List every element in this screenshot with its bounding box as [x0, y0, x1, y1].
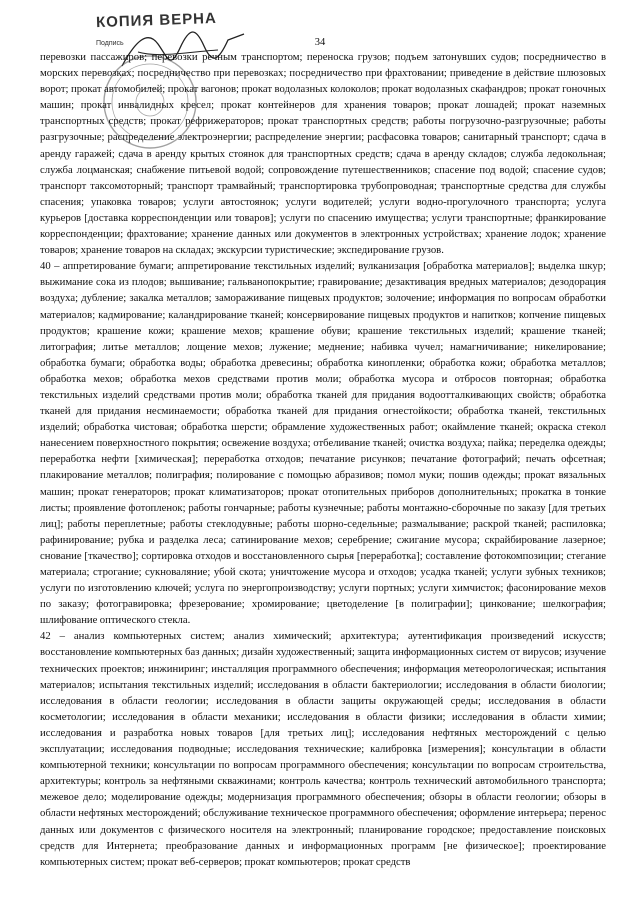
paragraph-class-40: 40 – аппретирование бумаги; аппретирование текстильных изделий; вулканизация [обработка материалов]; выделка шкур; выжимание сока из плодов; вышивание; гальванопокрытие; гравирование; дезактивация вредных материалов; дезодорация воздуха; дубление; закалка металлов; замораживание пищевых продуктов; золочение; информация по вопросам обработки материалов; кадмирование; каландрирование тканей; консервирование пищевых продуктов и напитков; копчение пищевых продуктов; крашение кожи; крашение мехов; крашение обуви; крашение текстильных изделий; крашение тканей; литография; литье металлов; лощение мехов; лужение; меднение; набивка чучел; намагничивание; никелирование; обработка бумаги; обработка воды; обработка древесины; обработка кинопленки; обработка кожи; обработка металлов; обработка мехов; обработка мехов средствами против моли; обработка мусора и отбросов повторная; обработка текстильных изделий средствами против моли; обработка тканей для придания водоотталкивающих свойств; обработка тканей для придания несминаемости; обработка тканей для придания огнестойкости; обработка тканей, текстильных изделий; обработка чистовая; обработка шерсти; обрамление художественных работ; окаймление тканей; окраска стекол нанесением поверхностного покрытия; освежение воздуха; отбеливание тканей; очистка воздуха; пайка; переделка одежды; переработка нефти [химическая]; переработка отходов; печатание рисунков; печатание фотографий; печать офсетная; плакирование металлов; полиграфия; полирование с помощью абразивов; помол муки; пошив одежды; прокат вязальных машин; прокат генераторов; прокат климатизаторов; прокат отопительных приборов дополнительных; прокатка в тонкие листы; проявление фотопленок; работы гончарные; работы кузнечные; работы монтажно-сборочные по заказу [для третьих лиц]; работы переплетные; работы стеклодувные; работы шорно-седельные; размалывание; раскрой тканей; распиловка; рафинирование; рубка и разделка леса; сатинирование мехов; серебрение; сжигание мусора; скрайбирование лазерное; снование [ткачество]; сортировка отходов и восстановленного сырья [переработка]; составление фотокомпозиции; стегание материала; строгание; сукноваляние; убой скота; уничтожение мусора и отходов; усадка тканей; услуги зубных техников; услуги по изготовлению ключей; услуга по энергопроизводству; услуги портных; услуги химчисток; фасонирование мехов по заказу; фотогравировка; фрезерование; хромирование; цветоделение [в полиграфии]; цинкование; шелкография; шлифование оптического стекла.: [40, 260, 606, 627]
paragraph-class-39-continuation: перевозки пассажиров; перевозки речным транспортом; переноска грузов; подъем затонувших судов; посредничество в морских перевозках; посредничество при перевозках; посредничество при фрахтовании; приведение в действие шлюзовых ворот; прокат автомобилей; прокат вагонов; прокат водолазных колоколов; прокат водолазных скафандров; прокат гоночных машин; прокат инвалидных кресел; прокат контейнеров для хранения товаров; прокат лошадей; прокат наземных транспортных средств; прокат рефрижераторов; прокат транспортных средств; работы погрузочно-разгрузочные; работы разгрузочные; распределение электроэнергии; распределение энергии; расфасовка товаров; санитарный транспорт; сдача в аренду гаражей; сдача в аренду крытых стоянок для транспортных средств; сдача в аренду складов; служба ледокольная; служба лоцманская; снабжение питьевой водой; сопровождение путешественников; спасение под водой; спасение судов; транспорт таксомоторный; транспорт трамвайный; транспортировка трубопроводная; транспортные средства для службы спасения; упаковка товаров; услуги автостоянок; услуги водителей; услуги водно-прогулочного транспорта; услуга курьеров [доставка корреспонденции или товаров]; услуги по спасению имущества; услуги транспортные; франкирование корреспонденции; фрахтование; хранение данных или документов в электронных устройствах; хранение лодок; хранение товаров; хранение товаров на складах; экскурсии туристические; экспедирование грузов.: [40, 51, 606, 257]
paragraph-class-42: 42 – анализ компьютерных систем; анализ химический; архитектура; аутентификация произведений искусств; восстановление компьютерных баз данных; дизайн художественный; защита информационных систем от вирусов; изучение технических проектов; инжиниринг; инсталляция программного обеспечения; информация метеорологическая; испытания материалов; испытания текстильных изделий; исследования в области бактериологии; исследования в области биологии; исследования в области геологии; исследования в области защиты окружающей среды; исследования в области косметологии; исследования в области механики; исследования в области физики; исследования в области химии; исследования и разработка новых товаров [для третьих лиц]; исследования нефтяных месторождений с целью эксплуатации; исследования подводные; исследования технические; калибровка [измерения]; консультации в области компьютерной техники; консультации по вопросам программного обеспечения; консультации по вопросам строительства, архитектуры; контроль за нефтяными скважинами; контроль качества; контроль технический автомобильного транспорта; межевое дело; моделирование одежды; модернизация программного обеспечения; обзоры в области геологии; обзоры в области нефтяных месторождений; обслуживание техническое программного обеспечения; оформление интерьера; перенос данных или документов с физического носителя на электронный; планирование городское; предоставление поисковых средств для Интернета; преобразование данных и информационных программ [не физическое]; проектирование компьютерных систем; прокат веб-серверов; прокат компьютеров; прокат средств: [40, 630, 606, 868]
document-body: [40, 49, 606, 870]
stamp-signature-label: Подпись: [96, 40, 124, 47]
copy-certified-stamp: КОПИЯ ВЕРНА: [95, 9, 218, 32]
page-number: 34: [314, 37, 326, 48]
